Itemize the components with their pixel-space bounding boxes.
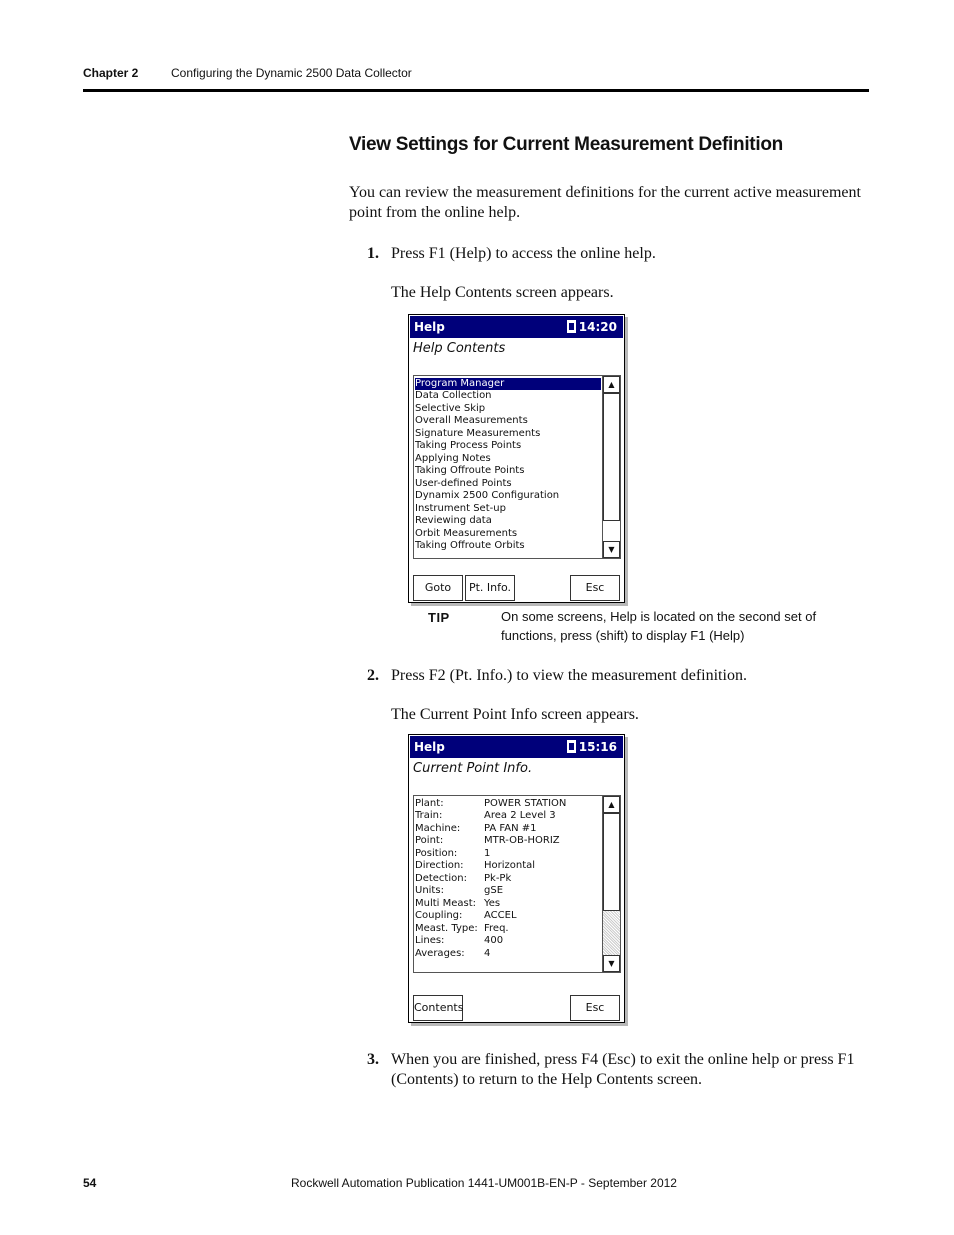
step-2-note: The Current Point Info screen appears. — [391, 706, 639, 723]
info-row — [415, 860, 535, 872]
step-text: When you are finished, press F4 (Esc) to exit the online help or press F1 (Contents) to return to the Help Contents screen. — [391, 1051, 855, 1088]
info-value: Freq. — [484, 923, 509, 934]
list-item[interactable]: Taking Process Points — [415, 440, 522, 451]
info-key: Direction: — [415, 860, 464, 871]
step-text: Press F1 (Help) to access the online help. — [391, 245, 656, 262]
info-key: Lines: — [415, 935, 445, 946]
header-rule — [83, 89, 869, 92]
intro-paragraph: You can review the measurement definitions for the current active measurement point from the online help. — [349, 184, 861, 221]
title-bar — [410, 736, 623, 758]
info-value: Yes — [484, 898, 501, 909]
screen-heading: Help Contents — [413, 341, 506, 356]
list-item[interactable]: Orbit Measurements — [415, 528, 518, 539]
info-key: Detection: — [415, 873, 467, 884]
help-topic-list[interactable] — [413, 375, 621, 559]
info-value: Area 2 Level 3 — [484, 810, 556, 821]
chapter-label: Chapter 2 — [83, 66, 139, 80]
scroll-down-icon[interactable]: ▼ — [603, 541, 620, 558]
tip-text: On some screens, Help is located on the second set of functions, press (shift) to display F1 (Help) — [501, 609, 817, 643]
tip-label: TIP — [428, 610, 450, 625]
info-value: PA FAN #1 — [484, 823, 537, 834]
clock: 15:16 — [578, 740, 617, 754]
list-item[interactable]: Selective Skip — [415, 403, 486, 414]
info-row — [415, 848, 490, 860]
info-value: MTR-OB-HORIZ — [484, 835, 560, 846]
info-value: 4 — [484, 948, 491, 959]
page-number: 54 — [83, 1176, 97, 1190]
section-title: View Settings for Current Measurement Definition — [349, 134, 783, 155]
info-row — [415, 810, 556, 822]
list-item[interactable]: Taking Offroute Orbits — [415, 540, 525, 551]
list-item[interactable]: Dynamix 2500 Configuration — [415, 490, 560, 501]
list-item[interactable]: Signature Measurements — [415, 428, 541, 439]
scroll-up-icon[interactable]: ▲ — [603, 796, 620, 813]
info-value: gSE — [484, 885, 504, 896]
battery-icon — [567, 740, 576, 753]
pt-info-button[interactable]: Pt. Info. — [465, 575, 515, 601]
info-key: Coupling: — [415, 910, 463, 921]
info-row — [415, 798, 566, 810]
info-row — [415, 935, 503, 947]
info-key: Position: — [415, 848, 458, 859]
battery-icon — [567, 320, 576, 333]
scrollbar[interactable] — [602, 796, 620, 972]
scrollbar[interactable] — [602, 376, 620, 558]
info-value: 400 — [484, 935, 504, 946]
scroll-thumb[interactable] — [603, 393, 620, 521]
step-number: 2. — [367, 667, 379, 684]
list-item[interactable]: Applying Notes — [415, 453, 491, 464]
esc-button[interactable]: Esc — [570, 575, 620, 601]
info-row — [415, 835, 560, 847]
info-value: 1 — [484, 848, 491, 859]
goto-button[interactable]: Goto — [413, 575, 463, 601]
info-value: ACCEL — [484, 910, 517, 921]
list-item[interactable]: User-defined Points — [415, 478, 512, 489]
info-value: Pk-Pk — [484, 873, 512, 884]
list-item[interactable]: Overall Measurements — [415, 415, 528, 426]
list-item[interactable]: Program Manager — [415, 378, 601, 390]
info-key: Machine: — [415, 823, 461, 834]
list-item[interactable]: Data Collection — [415, 390, 492, 401]
info-row — [415, 823, 537, 835]
window-title: Help — [414, 740, 445, 754]
help-contents-screen — [408, 314, 625, 603]
info-row — [415, 910, 517, 922]
info-key: Plant: — [415, 798, 444, 809]
step-number: 1. — [367, 245, 379, 262]
info-key: Point: — [415, 835, 444, 846]
scroll-track[interactable] — [603, 911, 620, 955]
info-key: Units: — [415, 885, 444, 896]
info-row — [415, 873, 511, 885]
info-key: Averages: — [415, 948, 465, 959]
title-bar — [410, 316, 623, 338]
chapter-title: Configuring the Dynamic 2500 Data Collector — [171, 66, 412, 80]
step-text: Press F2 (Pt. Info.) to view the measurement definition. — [391, 667, 747, 684]
info-value: POWER STATION — [484, 798, 567, 809]
info-value: Horizontal — [484, 860, 536, 871]
screen-heading: Current Point Info. — [413, 761, 533, 776]
esc-button[interactable]: Esc — [570, 995, 620, 1021]
publication-info: Rockwell Automation Publication 1441-UM001B-EN-P - September 2012 — [291, 1176, 677, 1190]
clock: 14:20 — [578, 320, 617, 334]
info-key: Meast. Type: — [415, 923, 478, 934]
info-key: Train: — [415, 810, 443, 821]
step-number: 3. — [367, 1051, 379, 1068]
list-item[interactable]: Taking Offroute Points — [415, 465, 525, 476]
scroll-up-icon[interactable]: ▲ — [603, 376, 620, 393]
list-item[interactable]: Reviewing data — [415, 515, 492, 526]
current-point-info-screen — [408, 734, 625, 1023]
info-row — [415, 885, 503, 897]
point-info-list[interactable] — [413, 795, 621, 973]
info-key: Multi Meast: — [415, 898, 477, 909]
info-row — [415, 948, 490, 960]
list-item[interactable]: Instrument Set-up — [415, 503, 506, 514]
scroll-thumb[interactable] — [603, 813, 620, 911]
info-row — [415, 923, 509, 935]
contents-button[interactable]: Contents — [413, 995, 463, 1021]
scroll-down-icon[interactable]: ▼ — [603, 955, 620, 972]
info-row — [415, 898, 500, 910]
step-1-note: The Help Contents screen appears. — [391, 284, 614, 301]
window-title: Help — [414, 320, 445, 334]
